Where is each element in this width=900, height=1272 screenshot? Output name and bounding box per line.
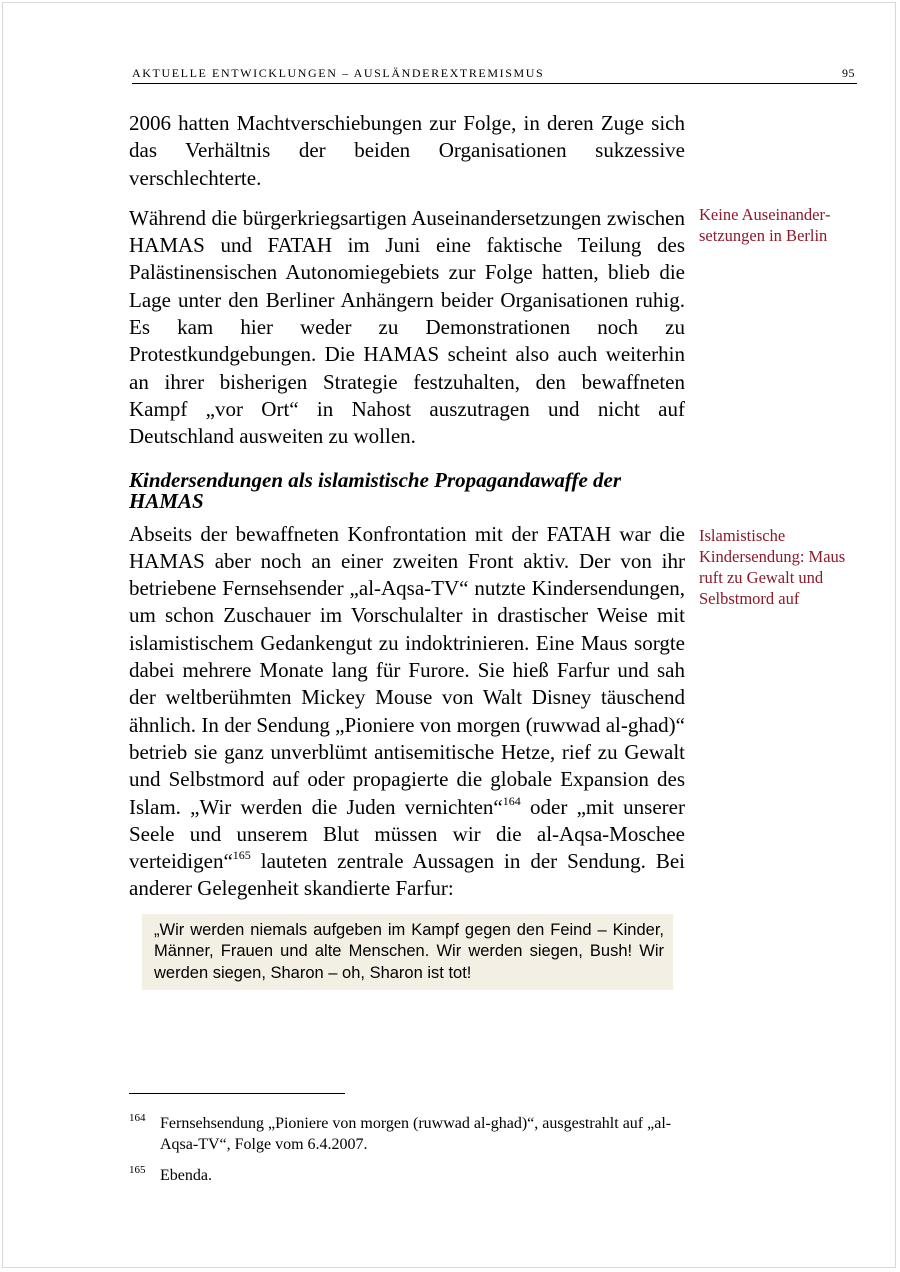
paragraph-3: [129, 521, 685, 903]
footnote-ref-164[interactable]: 164: [502, 793, 521, 808]
footnote-165: [129, 1165, 689, 1186]
main-text-column: [129, 110, 685, 990]
footnote-text: Ebenda.: [160, 1167, 212, 1184]
running-title: AKTUELLE ENTWICKLUNGEN – AUSLÄNDEREXTREMISMUS: [132, 66, 545, 80]
paragraph-3-part-3: lauteten zentrale Aussagen in der Sendung. Bei anderer Gelegenheit skandierte Farfur:: [129, 849, 685, 901]
margin-note-berlin: Keine Auseinandersetzungen in Berlin: [699, 205, 831, 245]
footnote-text: Fernsehsendung „Pioniere von morgen (ruwwad al-ghad)“, ausgestrahlt auf „al-Aqsa-TV“, Folge vom 6.4.2007.: [160, 1115, 672, 1153]
margin-note-kindersendung: Islamistische Kindersendung: Maus ruft zu Gewalt und Selbstmord auf: [699, 526, 846, 608]
footnote-ref-165[interactable]: 165: [232, 848, 251, 863]
footnote-164: [129, 1113, 689, 1155]
page-number: 95: [842, 66, 855, 80]
paragraph-1: 2006 hatten Machtverschiebungen zur Folge, in deren Zuge sich das Verhältnis der beiden Organisationen sukzessive verschlechterte.: [129, 111, 685, 190]
paragraph-2: Während die bürgerkriegsartigen Auseinandersetzungen zwischen HAMAS und FATAH im Juni eine faktische Teilung des Palästinensischen Autonomiegebiets zur Folge hatten, blieb die Lage unter den Berliner Anhängern beider Organisationen ruhig. Es kam hier weder zu Demonstrationen noch zu Protestkundgebungen. Die HAMAS scheint also auch weiterhin an ihrer bisherigen Strategie festzuhalten, den bewaffneten Kampf „vor Ort“ in Nahost auszutragen und nicht auf Deutschland ausweiten zu wollen.: [129, 205, 685, 449]
quote-box: „Wir werden niemals aufgeben im Kampf gegen den Feind – Kinder, Männer, Frauen und alte Menschen. Wir werden siegen, Bush! Wir werden siegen, Sharon – oh, Sharon ist tot!: [142, 914, 673, 991]
footnotes: [129, 1113, 689, 1196]
footnote-number: 165: [129, 1164, 146, 1176]
paragraph-3-part-2: oder „mit unserer Seele und unserem Blut müssen wir die al-Aqsa-Moschee verteidigen“: [129, 794, 685, 874]
running-header: [132, 65, 857, 84]
footnote-separator: [129, 1093, 345, 1094]
paragraph-3-part-1: Abseits der bewaffneten Konfrontation mit der FATAH war die HAMAS aber noch an einer zweiten Front aktiv. Der von ihr betriebene Fernsehsender „al-Aqsa-TV“ nutzte Kindersendungen, um schon Zuschauer im Vorschulalter in drastischer Weise mit islamistischem Gedankengut zu indoktrinieren. Eine Maus sorgte dabei mehrere Monate lang für Furore. Sie hieß Farfur und sah der weltberühmten Mickey Mouse von Walt Disney täuschend ähnlich. In der Sendung „Pioniere von morgen (ruwwad al-ghad)“ betrieb sie ganz unverblümt antisemitische Hetze, rief zu Gewalt und Selbstmord auf oder propagierte die globale Expansion des Islam. „Wir werden die Juden vernichten“: [129, 521, 685, 819]
footnote-number: 164: [129, 1112, 146, 1124]
section-heading: Kindersendungen als islamistische Propagandawaffe der HAMAS: [129, 467, 622, 513]
